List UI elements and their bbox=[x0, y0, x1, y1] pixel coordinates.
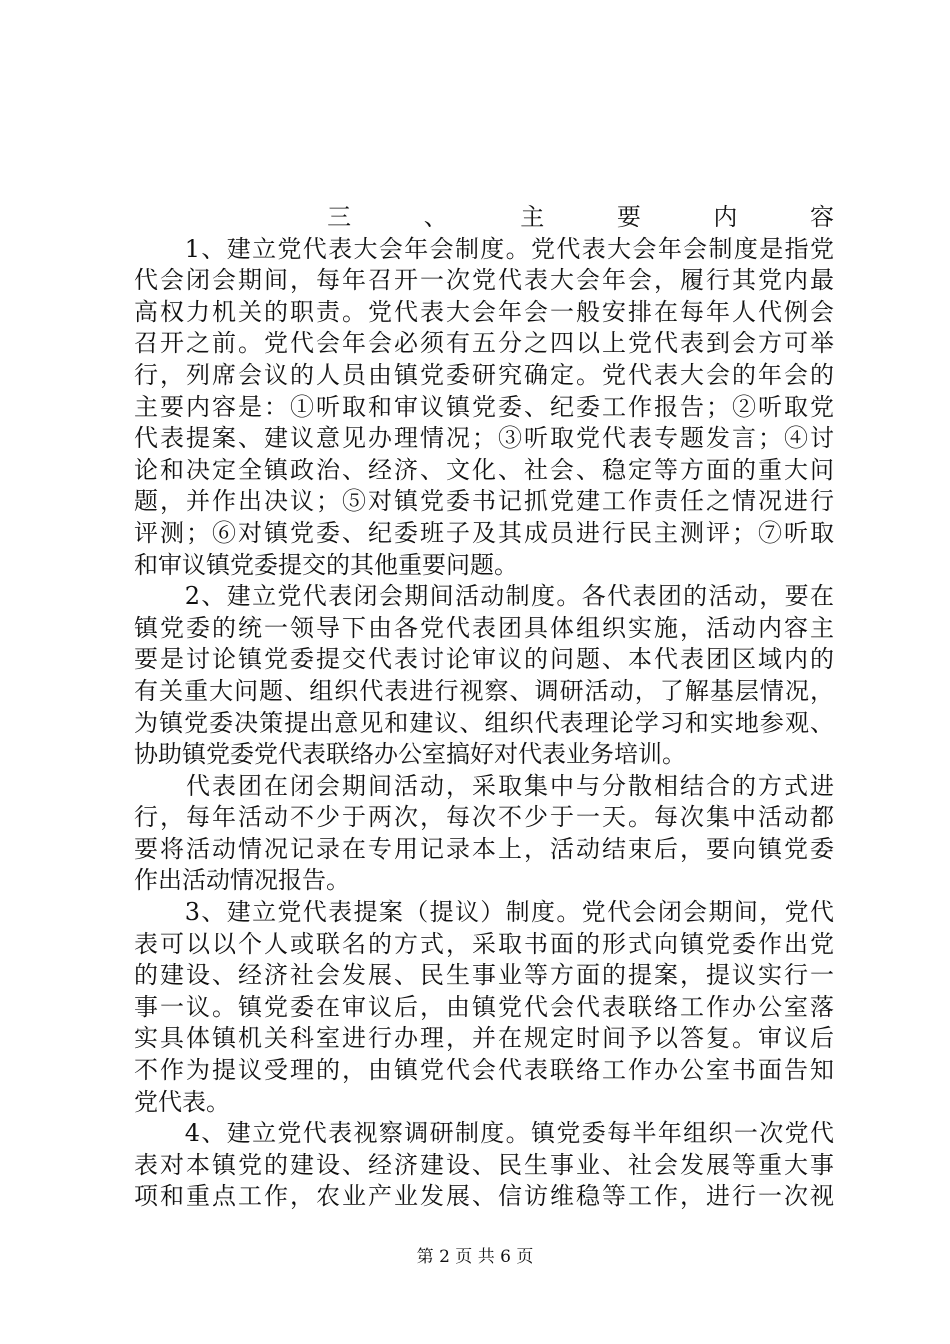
text-line: 论和决定全镇政治、经济、文化、社会、稳定等方面的重大问 bbox=[134, 455, 834, 484]
text-line: 高权力机关的职责。党代表大会年会一般安排在每年人代例会 bbox=[134, 297, 834, 326]
text-line: 不作为提议受理的，由镇党代会代表联络工作办公室书面告知 bbox=[134, 1056, 834, 1085]
text-line: 代表团在闭会期间活动，采取集中与分散相结合的方式进 bbox=[134, 771, 834, 800]
text-line: 要是讨论镇党委提交代表讨论审议的问题、本代表团区域内的 bbox=[134, 645, 834, 674]
text-line: 4、建立党代表视察调研制度。镇党委每半年组织一次党代 bbox=[134, 1119, 834, 1148]
page-footer: 第 2 页 共 6 页 bbox=[416, 1247, 534, 1267]
text-line: 为镇党委决策提出意见和建议、组织代表理论学习和实地参观、 bbox=[134, 708, 834, 737]
text-line: 事一议。镇党委在审议后，由镇党代会代表联络工作办公室落 bbox=[134, 992, 834, 1021]
text-line: 镇党委的统一领导下由各党代表团具体组织实施，活动内容主 bbox=[134, 613, 834, 642]
text-line: 召开之前。党代会年会必须有五分之四以上党代表到会方可举 bbox=[134, 329, 834, 358]
text-line: 协助镇党委党代表联络办公室搞好对代表业务培训。 bbox=[134, 740, 686, 769]
text-line: 和审议镇党委提交的其他重要问题。 bbox=[134, 550, 518, 579]
text-line: 表可以以个人或联名的方式，采取书面的形式向镇党委作出党 bbox=[134, 929, 834, 958]
text-line: 2、建立党代表闭会期间活动制度。各代表团的活动，要在 bbox=[134, 582, 834, 611]
text-line: 行，列席会议的人员由镇党委研究确定。党代表大会的年会的 bbox=[134, 360, 834, 389]
text-line: 代表提案、建议意见办理情况；③听取党代表专题发言；④讨 bbox=[134, 424, 834, 453]
text-line: 代会闭会期间，每年召开一次党代表大会年会，履行其党内最 bbox=[134, 266, 834, 295]
text-line: 1、建立党代表大会年会制度。党代表大会年会制度是指党 bbox=[134, 234, 834, 263]
text-line: 评测；⑥对镇党委、纪委班子及其成员进行民主测评；⑦听取 bbox=[134, 518, 834, 547]
text-line: 党代表。 bbox=[134, 1087, 230, 1116]
text-line: 实具体镇机关科室进行办理，并在规定时间予以答复。审议后 bbox=[134, 1024, 834, 1053]
text-line: 3、建立党代表提案（提议）制度。党代会闭会期间，党代 bbox=[134, 898, 834, 927]
text-line: 项和重点工作，农业产业发展、信访维稳等工作，进行一次视 bbox=[134, 1182, 834, 1211]
text-line: 作出活动情况报告。 bbox=[134, 866, 350, 895]
section-heading: 三、主要内容 bbox=[134, 203, 834, 231]
text-line: 有关重大问题、组织代表进行视察、调研活动，了解基层情况， bbox=[134, 676, 834, 705]
text-line: 要将活动情况记录在专用记录本上，活动结束后，要向镇党委 bbox=[134, 834, 834, 863]
text-line: 的建设、经济社会发展、民生事业等方面的提案，提议实行一 bbox=[134, 961, 834, 990]
text-line: 行，每年活动不少于两次，每次不少于一天。每次集中活动都 bbox=[134, 803, 834, 832]
text-line: 主要内容是：①听取和审议镇党委、纪委工作报告；②听取党 bbox=[134, 392, 834, 421]
text-line: 表对本镇党的建设、经济建设、民生事业、社会发展等重大事 bbox=[134, 1150, 834, 1179]
text-line: 题，并作出决议；⑤对镇党委书记抓党建工作责任之情况进行 bbox=[134, 487, 834, 516]
document-body bbox=[134, 202, 834, 1213]
